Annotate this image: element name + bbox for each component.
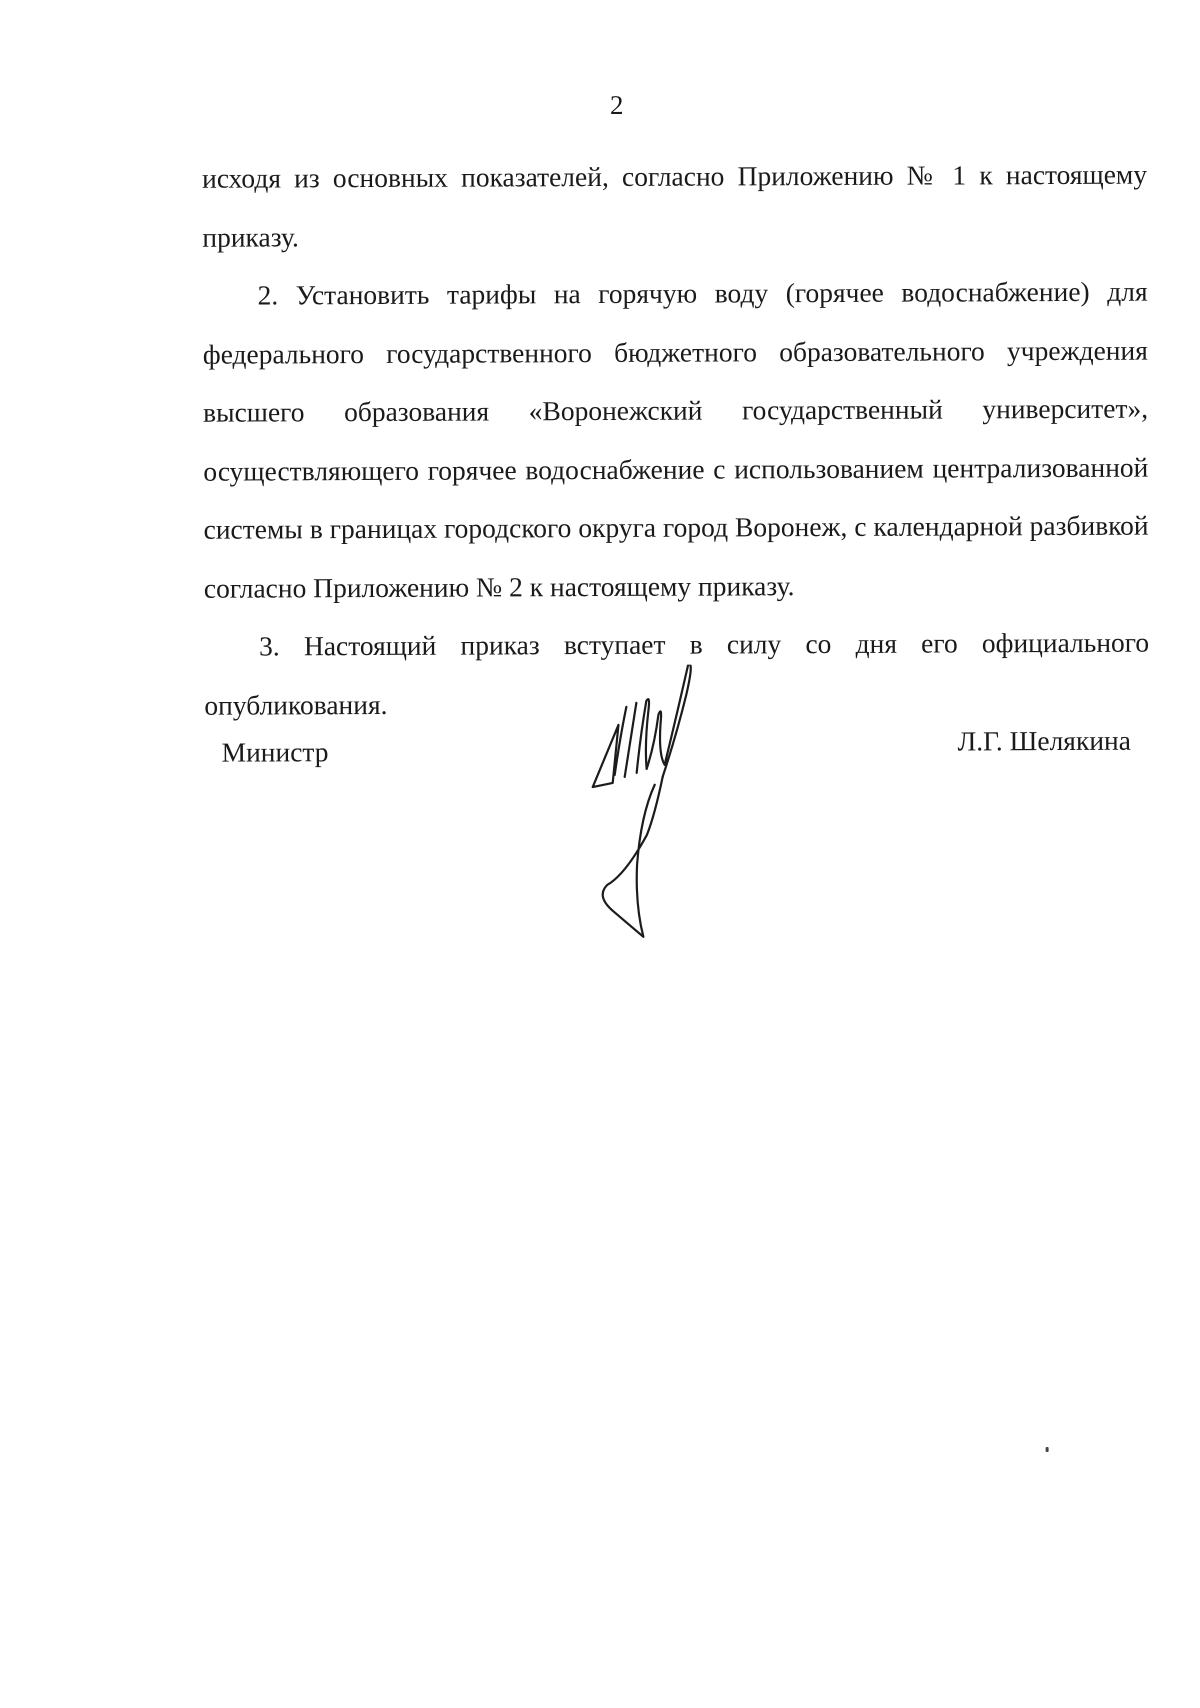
signer-name: Л.Г. Шелякина (957, 724, 1131, 757)
handwritten-signature (584, 664, 725, 945)
paragraph-continuation: исходя из основных показателей, согласно Приложению № 1 к настоящему приказу. (201, 158, 1148, 253)
page-number: 2 (609, 89, 624, 120)
paragraph-item-3: 3. Настоящий приказ вступает в силу со дня его официального опубликования. (204, 626, 1150, 721)
paragraph-item-2: 2. Установить тарифы на горячую воду (горячее водоснабжение) для федерального государственного бюджетного образовательного учреждения высшего образования «Воронежский государственный университет», осуществляющего горячее водоснабжение с использованием централизованной системы в границах городского округа город Воронеж, с календарной разбивкой согласно Приложению № 2 к настоящему приказу. (202, 275, 1149, 604)
document-body (202, 146, 1150, 735)
scan-speck (1046, 1447, 1049, 1452)
signer-position: Министр (221, 736, 329, 768)
